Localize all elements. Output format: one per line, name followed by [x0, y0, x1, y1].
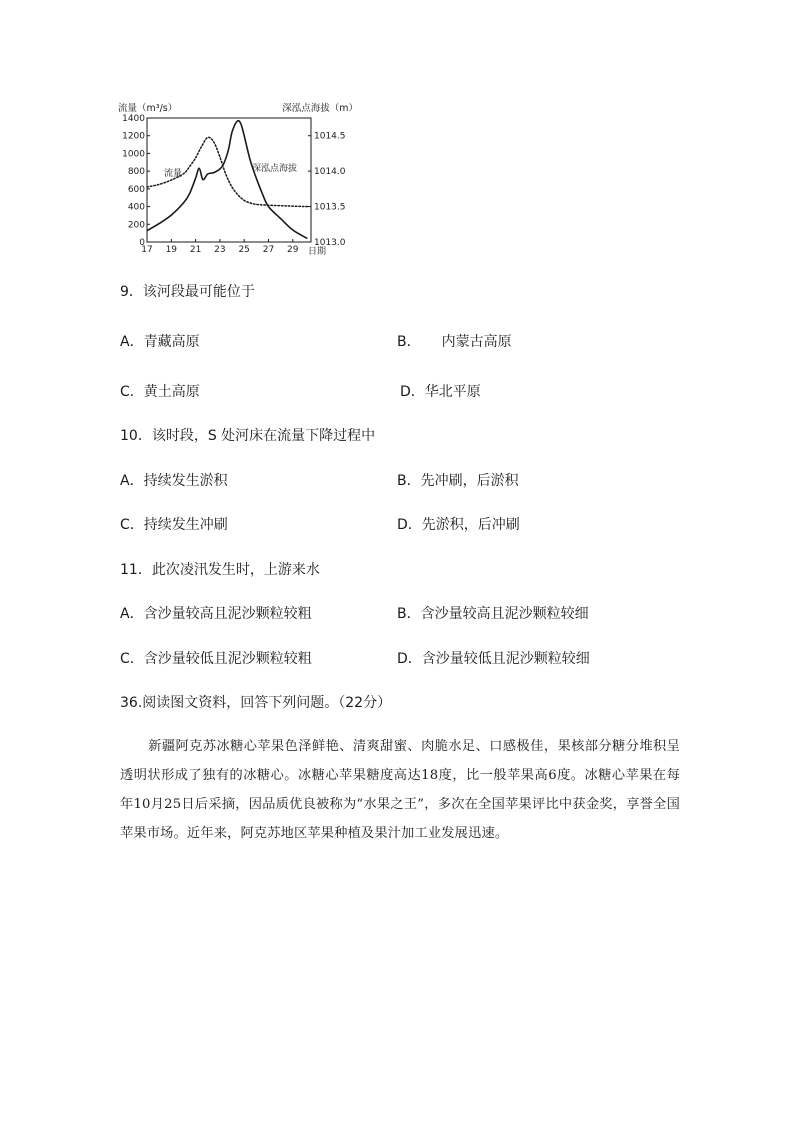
elevation-series-annotation: 深泓点海拔: [252, 164, 298, 174]
question-36-paragraph-text: 新疆阿克苏冰糖心苹果色泽鲜艳、清爽甜蜜、肉脆水足、口感极佳，果核部分糖分堆积呈透明状形成了独有的冰糖心。冰糖心苹果糖度高达18度，比一般苹果高6度。冰糖心苹果在每年10月25日后采摘，因品质优良被称为“水果之王”，多次在全国苹果评比中获金奖，享誉全国苹果市场。近年来，阿克苏地区苹果种植及果汁加工业发展迅速。: [120, 739, 680, 841]
question-9-option-b[interactable]: B． 内蒙古高原: [397, 334, 512, 350]
x-tick-label: 23: [214, 245, 226, 255]
right-tick-label: 1014.0: [314, 167, 346, 178]
x-tick-label: 21: [189, 245, 202, 255]
question-11-option-a[interactable]: A．含沙量较高且泥沙颗粒较粗: [120, 606, 312, 622]
question-11-option-d[interactable]: D．含沙量较低且泥沙颗粒较细: [397, 651, 590, 667]
left-tick-label: 1200: [122, 131, 145, 142]
question-10-option-b[interactable]: B．先冲刷，后淤积: [397, 473, 519, 489]
x-tick-label: 27: [262, 245, 275, 255]
left-tick-label: 800: [127, 167, 145, 178]
left-tick-label: 200: [127, 220, 145, 231]
question-11-stem: 11．此次凌汛发生时，上游来水: [120, 562, 320, 578]
question-9-option-c[interactable]: C．黄土高原: [120, 384, 200, 400]
x-tick-label: 17: [141, 245, 153, 255]
x-tick-label: 25: [238, 245, 250, 255]
x-tick-label: 29: [287, 245, 299, 255]
question-9-stem: 9．该河段最可能位于: [120, 284, 255, 300]
x-axis-label: 日期: [308, 247, 327, 257]
question-9-option-a[interactable]: A．青藏高原: [120, 334, 200, 350]
left-tick-label: 0: [139, 238, 145, 248]
question-10-stem: 10．该时段，S 处河床在流量下降过程中: [120, 428, 376, 444]
left-tick-label: 400: [127, 202, 145, 213]
question-10-option-a[interactable]: A．持续发生淤积: [120, 473, 228, 489]
left-tick-label: 1000: [122, 149, 145, 160]
question-36-title: 36.阅读图文资料，回答下列问题。（22分）: [120, 695, 392, 711]
left-axis-label: 流量（m³/s）: [118, 103, 178, 114]
question-11-option-b[interactable]: B．含沙量较高且泥沙颗粒较细: [397, 606, 589, 622]
question-10-option-d[interactable]: D．先淤积，后冲刷: [397, 517, 520, 533]
right-axis-label: 深泓点海拔（m）: [282, 103, 358, 114]
question-36-paragraph: [120, 732, 680, 848]
left-tick-label: 1400: [122, 114, 145, 124]
right-tick-label: 1014.5: [314, 131, 346, 142]
flow-series-annotation: 流量: [164, 169, 183, 179]
right-tick-label: 1013.5: [314, 202, 346, 213]
question-9-option-d[interactable]: D．华北平原: [400, 384, 481, 400]
right-tick-label: 1013.0: [314, 238, 346, 248]
x-tick-label: 19: [165, 245, 178, 255]
left-tick-label: 600: [127, 184, 145, 195]
question-10-option-c[interactable]: C．持续发生冲刷: [120, 517, 228, 533]
flow-elevation-chart: [116, 96, 360, 260]
question-11-option-c[interactable]: C．含沙量较低且泥沙颗粒较粗: [120, 651, 312, 667]
